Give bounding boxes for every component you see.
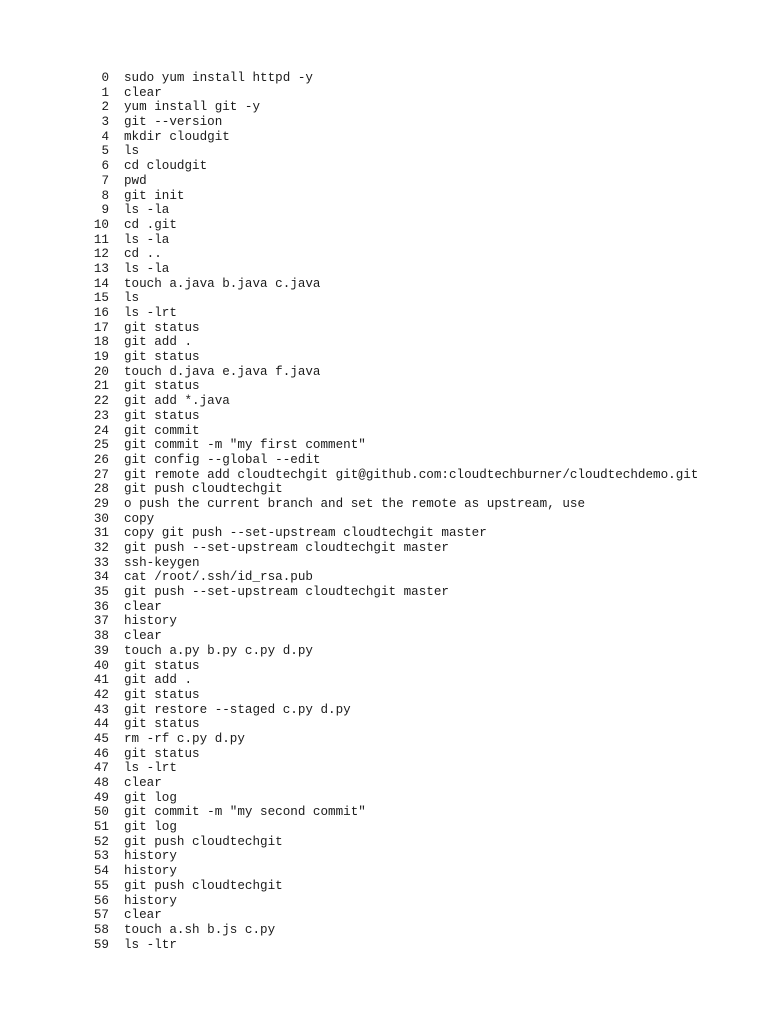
line-number: 30 [93,511,109,526]
command-text: git init [124,188,185,203]
line-number: 53 [93,849,109,864]
history-line [76,71,698,86]
line-number: 52 [93,834,109,849]
history-line [76,453,698,468]
command-text: git push cloudtechgit [124,482,283,497]
history-line [76,541,698,556]
command-text: git push --set-upstream cloudtechgit master [124,541,449,555]
history-line [76,512,698,527]
history-line [76,879,698,894]
line-number: 48 [93,776,109,790]
history-line [76,394,698,409]
line-number: 37 [93,614,109,629]
history-line [76,350,698,365]
history-line [76,585,698,600]
history-line [76,526,698,541]
line-number: 5 [101,144,109,159]
line-number: 33 [93,555,109,570]
history-line [76,218,698,233]
line-number: 7 [101,173,109,188]
history-line [76,291,698,306]
command-text: git add . [124,335,193,350]
line-number: 42 [93,687,109,702]
history-line [76,144,698,159]
line-number: 55 [93,878,109,893]
command-text: rm -rf c.py d.py [124,731,245,746]
command-text: git commit -m "my second commit" [124,805,366,820]
command-text: git commit -m "my first comment" [124,438,366,453]
line-number: 9 [101,203,109,218]
line-number: 50 [93,805,109,820]
command-text: cd cloudgit [124,159,208,174]
command-text: pwd [124,173,147,188]
command-text: ls -lrt [124,306,177,320]
line-number: 1 [101,85,109,100]
history-line [76,409,698,424]
history-line [76,335,698,350]
command-text: ls -la [124,261,170,276]
command-text: ls [124,144,140,159]
command-text: history [124,893,177,908]
line-number: 3 [101,115,109,130]
history-line [76,761,698,776]
history-line [76,644,698,659]
line-number: 32 [93,541,109,555]
history-line [76,115,698,130]
line-number: 26 [93,452,109,467]
line-number: 15 [93,291,109,306]
line-number: 19 [93,350,109,365]
history-line [76,820,698,835]
line-number: 40 [93,658,109,673]
command-text: git --version [124,115,223,130]
history-line [76,424,698,439]
history-line [76,203,698,218]
history-line [76,923,698,938]
command-text: ssh-keygen [124,555,200,570]
command-text: o push the current branch and set the remote as upstream, use [124,496,586,511]
line-number: 8 [101,188,109,203]
history-line [76,277,698,292]
history-line [76,938,698,953]
line-number: 22 [93,394,109,409]
history-line [76,556,698,571]
history-line [76,732,698,747]
line-number: 2 [101,100,109,115]
command-text: ls -la [124,203,170,218]
line-number: 43 [93,702,109,717]
history-line [76,379,698,394]
history-line [76,365,698,380]
command-text: clear [124,908,162,923]
history-line [76,703,698,718]
history-line [76,849,698,864]
line-number: 0 [101,71,109,85]
history-line [76,159,698,174]
line-number: 23 [93,408,109,423]
line-number: 25 [93,438,109,453]
command-text: git status [124,320,200,335]
command-text: git status [124,658,200,673]
command-text: history [124,614,177,629]
history-line [76,438,698,453]
line-number: 12 [93,247,109,262]
history-line [76,805,698,820]
command-text: ls -la [124,232,170,247]
history-line [76,600,698,615]
command-history-list [76,71,698,952]
line-number: 31 [93,526,109,541]
line-number: 54 [93,864,109,879]
history-line [76,321,698,336]
line-number: 58 [93,922,109,937]
command-text: touch a.sh b.js c.py [124,922,276,937]
history-line [76,233,698,248]
history-line [76,189,698,204]
command-text: git add *.java [124,394,230,409]
command-text: git status [124,717,200,732]
history-line [76,835,698,850]
line-number: 13 [93,261,109,276]
line-number: 27 [93,467,109,482]
line-number: 36 [93,599,109,614]
line-number: 57 [93,908,109,923]
command-text: yum install git -y [124,100,261,115]
line-number: 21 [93,379,109,394]
history-line [76,497,698,512]
command-text: ls -ltr [124,937,177,952]
history-line [76,262,698,277]
command-text: copy git push --set-upstream cloudtechgit master [124,526,487,541]
history-line [76,130,698,145]
command-text: touch a.py b.py c.py d.py [124,643,313,658]
history-line [76,306,698,321]
history-line [76,791,698,806]
line-number: 17 [93,320,109,335]
history-line [76,468,698,483]
history-line [76,894,698,909]
history-line [76,776,698,791]
command-text: ls -lrt [124,761,177,776]
command-text: history [124,864,177,879]
history-line [76,174,698,189]
line-number: 20 [93,364,109,379]
command-text: clear [124,85,162,100]
history-line [76,717,698,732]
line-number: 24 [93,423,109,438]
command-text: cd .git [124,217,177,232]
line-number: 4 [101,129,109,144]
command-text: git status [124,408,200,423]
line-number: 35 [93,585,109,600]
line-number: 10 [93,217,109,232]
line-number: 16 [93,306,109,320]
line-number: 39 [93,643,109,658]
command-text: ls [124,291,140,306]
command-text: git status [124,687,200,702]
history-line [76,629,698,644]
history-line [76,747,698,762]
history-line [76,864,698,879]
command-text: clear [124,599,162,614]
command-text: git add . [124,673,193,688]
history-line [76,673,698,688]
line-number: 45 [93,731,109,746]
command-text: copy [124,511,155,526]
command-text: git push cloudtechgit [124,878,283,893]
command-text: git log [124,790,177,805]
line-number: 18 [93,335,109,350]
line-number: 47 [93,761,109,776]
line-number: 59 [93,937,109,952]
command-text: git status [124,350,200,365]
command-text: git restore --staged c.py d.py [124,702,351,717]
line-number: 6 [101,159,109,174]
command-text: touch a.java b.java c.java [124,276,321,291]
command-text: clear [124,776,162,790]
history-line [76,570,698,585]
command-text: cat /root/.ssh/id_rsa.pub [124,570,313,585]
command-text: clear [124,629,162,644]
line-number: 38 [93,629,109,644]
command-text: mkdir cloudgit [124,129,230,144]
command-text: git push --set-upstream cloudtechgit master [124,585,449,600]
line-number: 49 [93,790,109,805]
history-line [76,86,698,101]
line-number: 34 [93,570,109,585]
line-number: 29 [93,496,109,511]
command-text: git commit [124,423,200,438]
line-number: 41 [93,673,109,688]
command-text: git status [124,746,200,761]
command-text: history [124,849,177,864]
history-line [76,614,698,629]
command-text: git config --global --edit [124,452,321,467]
command-text: sudo yum install httpd -y [124,71,313,85]
line-number: 44 [93,717,109,732]
line-number: 56 [93,893,109,908]
history-line [76,908,698,923]
history-line [76,482,698,497]
command-text: git push cloudtechgit [124,834,283,849]
history-line [76,100,698,115]
command-text: cd .. [124,247,162,262]
history-line [76,247,698,262]
line-number: 28 [93,482,109,497]
command-text: git status [124,379,200,394]
line-number: 11 [93,232,109,247]
line-number: 46 [93,746,109,761]
command-text: touch d.java e.java f.java [124,364,321,379]
line-number: 14 [93,276,109,291]
history-line [76,659,698,674]
command-text: git remote add cloudtechgit git@github.com:cloudtechburner/cloudtechdemo.git [124,467,699,482]
history-line [76,688,698,703]
command-text: git log [124,820,177,835]
line-number: 51 [93,820,109,835]
